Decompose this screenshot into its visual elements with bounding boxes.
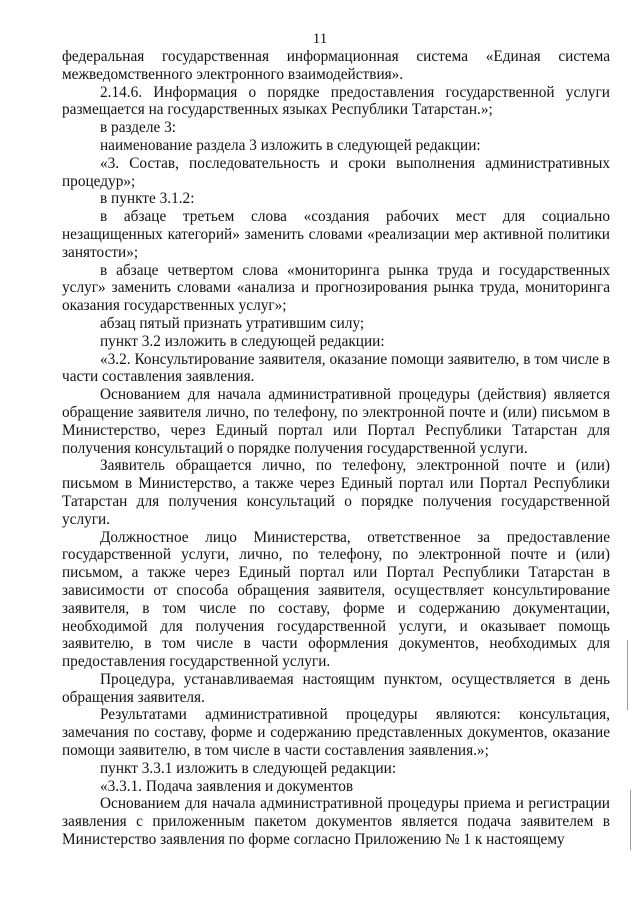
paragraph-section-3: в разделе 3: [100,119,176,137]
paragraph-item-3-1-2: в пункте 3.1.2: [100,190,195,208]
paragraph-item-3-3-1-intro: пункт 3.3.1 изложить в следующей редакции: [100,759,397,777]
paragraph-continuation: федеральная государственная информационная система «Единая система межведомственного электронного взаимодействия». [62,48,610,83]
paragraph-3-2-results: Результатами административной процедуры являются: консультация, замечания по составу, форме и содержанию представленных документов, оказание помощи заявителю, в том числе в части составления заявления.»; [62,706,610,760]
paragraph-3-2-applicant: Заявитель обращается лично, по телефону, электронной почте и (или) письмом в Министерство, а также через Единый портал или Портал Республики Татарстан для получения консультаций о порядке получения государственной услуги. [62,457,610,528]
paragraph-abzac-3: в абзаце третьем слова «создания рабочих мест для социально незащищенных категорий» заменить словами «реализации мер активной политики занятости»; [62,208,610,261]
page-number: 11 [312,31,328,47]
scan-edge-mark [627,640,628,710]
paragraph-3-2-procedure: Процедура, устанавливаемая настоящим пунктом, осуществляется в день обращения заявителя. [62,670,610,706]
paragraph-section-title-change: наименование раздела 3 изложить в следующей редакции: [100,136,481,154]
paragraph-3-2-title: «3.2. Консультирование заявителя, оказание помощи заявителю, в том числе в части составления заявления. [62,350,610,386]
paragraph-item-3-2-intro: пункт 3.2 изложить в следующей редакции: [100,332,385,350]
paragraph-abzac-4: в абзаце четвертом слова «мониторинга рынка труда и государственных услуг» заменить словами «анализа и прогнозирования рынка труда, мониторинга оказания государственных услуг»; [62,261,610,315]
paragraph-abzac-5: абзац пятый признать утратившим силу; [100,314,365,332]
document-body [62,48,610,849]
paragraph-3-2-official: Должностное лицо Министерства, ответственное за предоставление государственной услуги, лично, по телефону, по электронной почте и (или) письмом, а также через Единый портал или Портал Республики Татарстан в зависимости от способа обращения заявителя, осуществляет консультирование заявителя, в том числе по составу, форме и содержанию документации, необходимой для получения государственной услуги, и оказывает помощь заявителю, в том числе в части оформления документов, необходимых для предоставления государственной услуги. [62,528,610,671]
paragraph-section-3-title: «3. Состав, последовательность и сроки выполнения административных процедур»; [62,154,610,190]
paragraph-3-3-1-title: «3.3.1. Подача заявления и документов [100,777,354,795]
paragraph-3-2-basis: Основанием для начала административной процедуры (действия) является обращение заявителя лично, по телефону, по электронной почте и (или) письмом в Министерство, через Единый портал или Портал Республики Татарстан для получения консультаций о порядке получения государственной услуги. [62,386,610,457]
paragraph-2-14-6: 2.14.6. Информация о порядке предоставления государственной услуги размещается на государственных языках Республики Татарстан.»; [62,83,610,119]
paragraph-3-3-1-basis: Основанием для начала административной процедуры приема и регистрации заявления с приложенным пакетом документов является подача заявителем в Министерство заявления по форме согласно Приложению № 1 к настоящему [62,795,610,849]
scan-edge-mark [630,790,631,850]
